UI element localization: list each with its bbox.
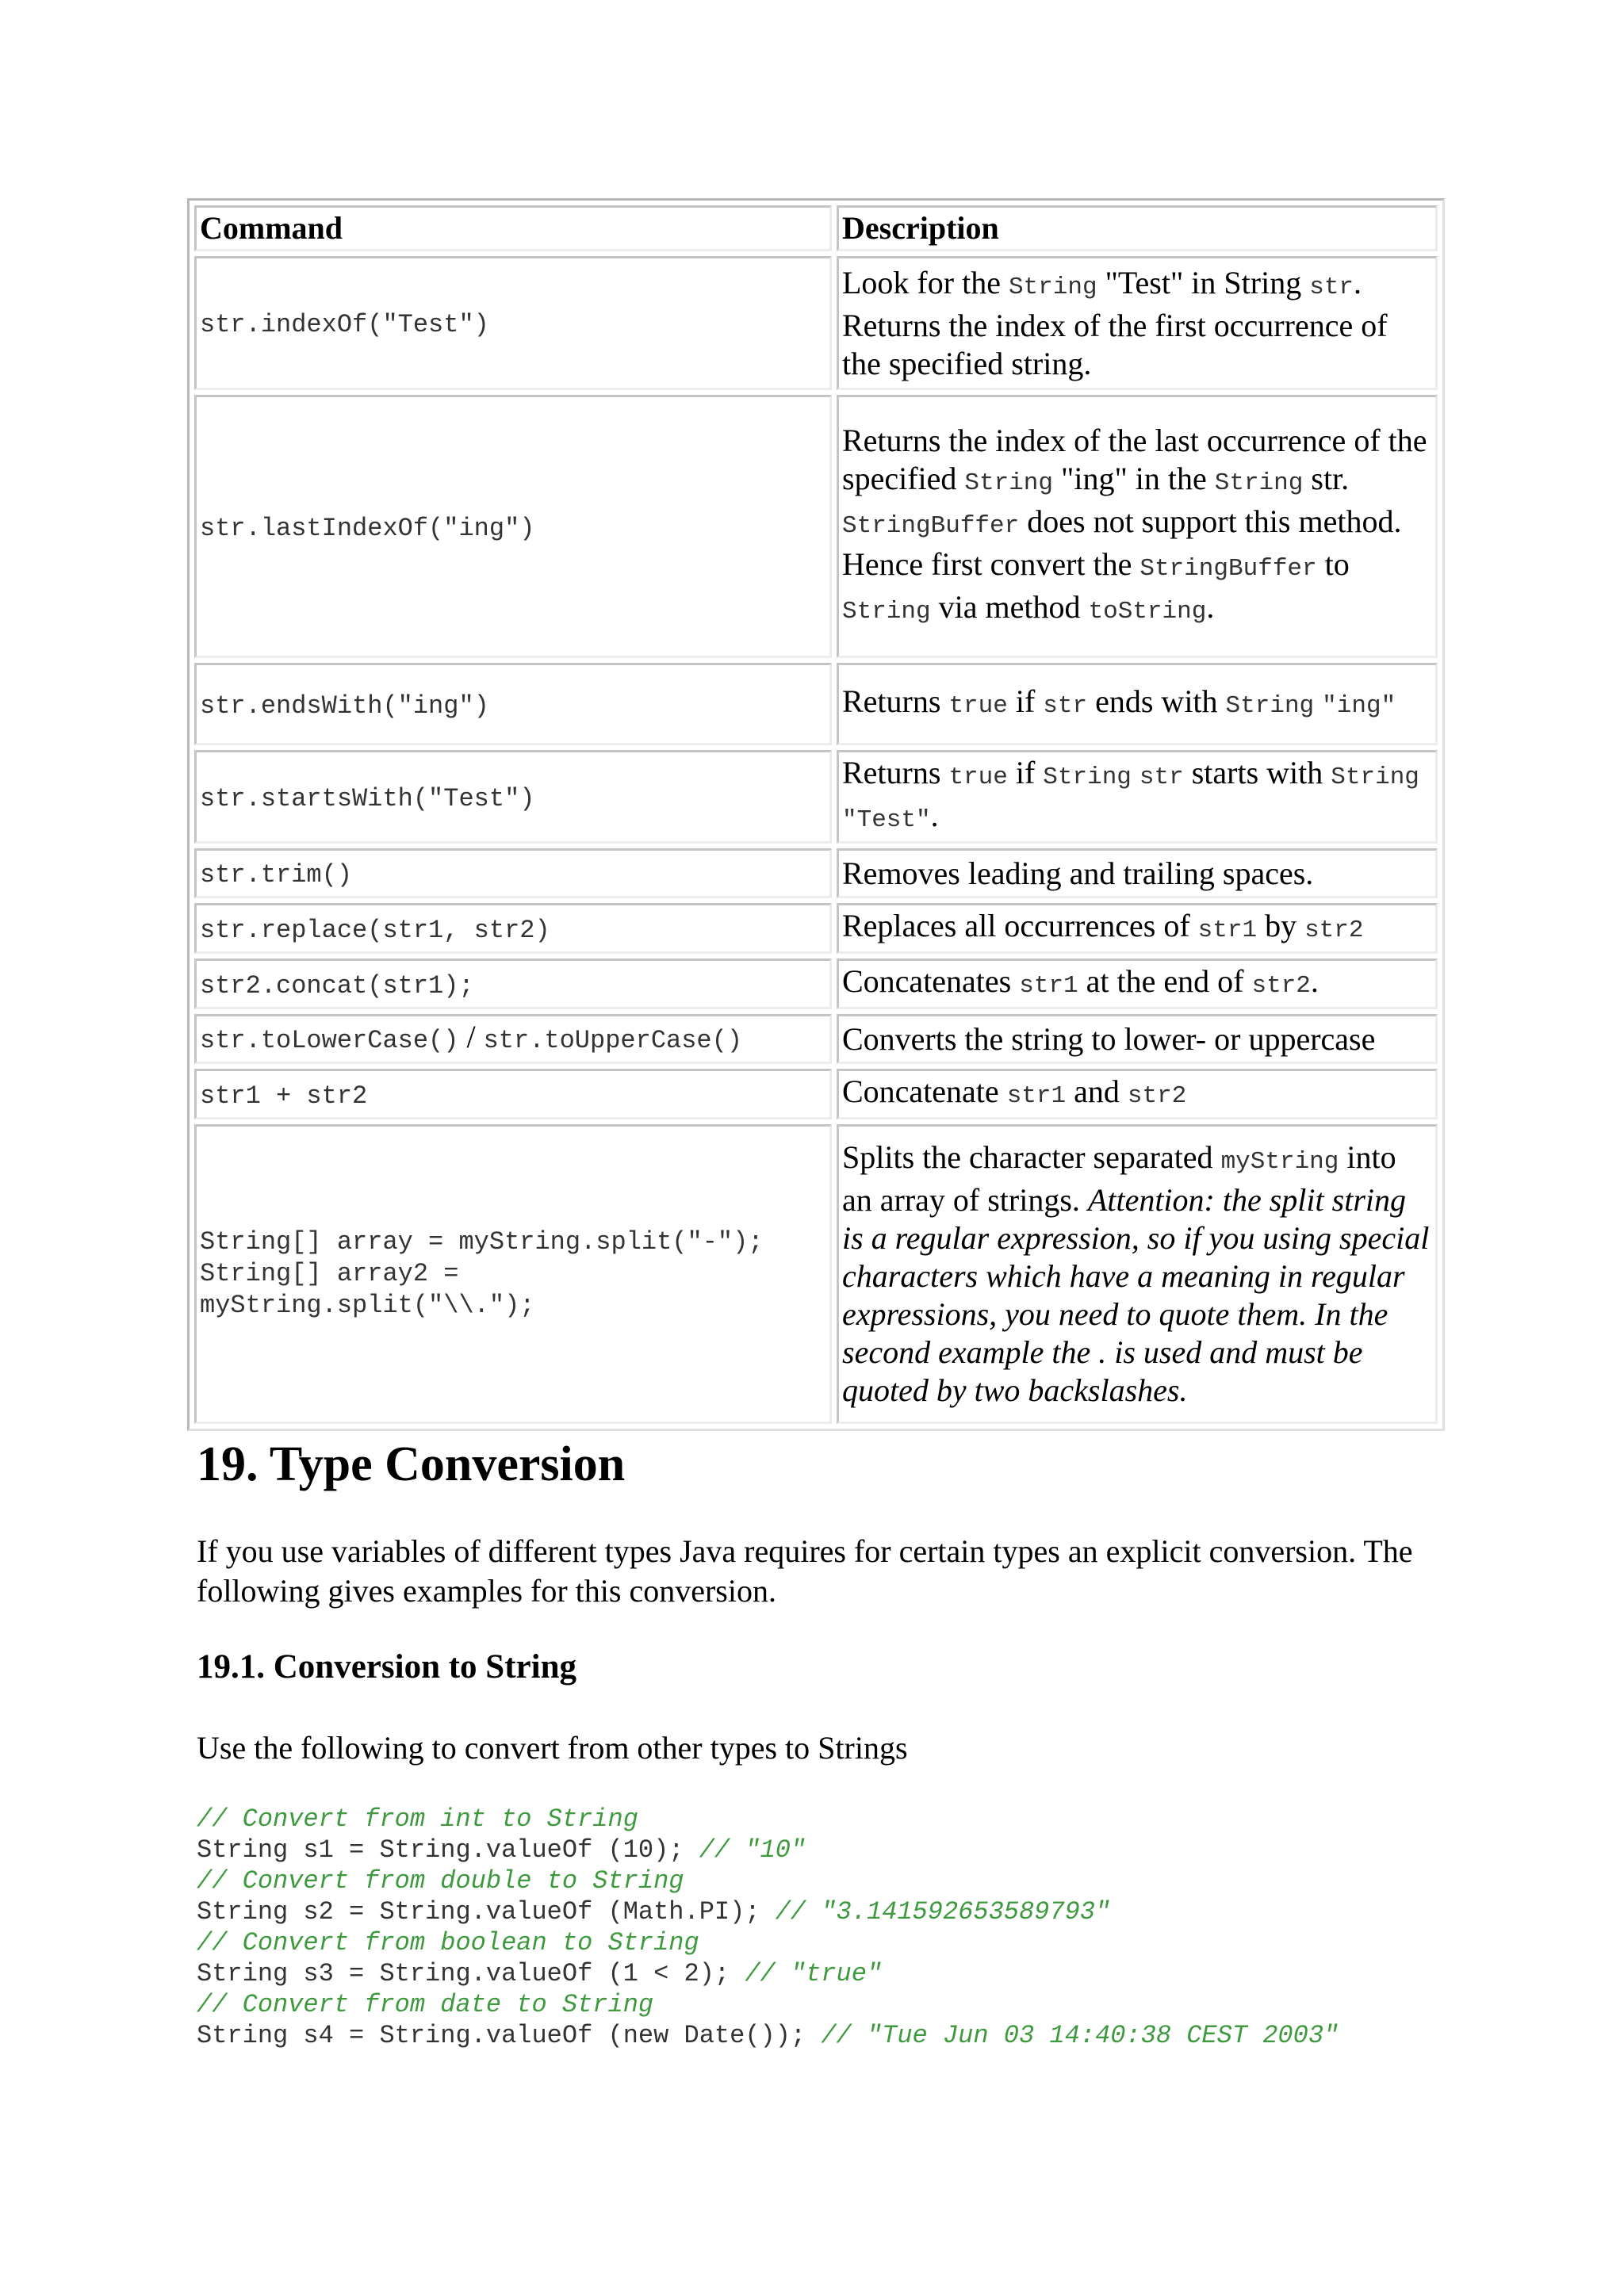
description-text: Returns the index of the last occurrence of the specified <box>842 423 1427 496</box>
table-row <box>194 1014 1438 1064</box>
command-text: String[] array = myString.split("-"); String[] array2 = myString.split("\\."); <box>200 1227 764 1320</box>
description-text: "Test" in String <box>1097 264 1310 300</box>
command-text: str1 + str2 <box>200 1081 368 1111</box>
command-text: str.indexOf("Test") <box>200 310 489 339</box>
subsection-intro: Use the following to convert from other types to Strings <box>197 1730 908 1766</box>
table-row <box>194 959 1438 1009</box>
section-title: 19. Type Conversion <box>197 1437 626 1491</box>
table-header-row <box>194 205 1438 251</box>
description-code: true <box>948 692 1008 720</box>
code-line <box>197 1928 699 1957</box>
code-comment: // Convert from double to String <box>197 1866 684 1896</box>
command-text: str2.concat(str1); <box>200 970 474 1001</box>
description-text: at the end of <box>1078 963 1252 999</box>
code-statement: String s2 = String.valueOf (Math.PI); <box>197 1897 776 1927</box>
description-text: Splits the character separated <box>842 1139 1221 1175</box>
table-row <box>194 1069 1438 1119</box>
description-code: String <box>1043 763 1132 791</box>
command-cell <box>194 663 832 745</box>
command-text: str.replace(str1, str2) <box>200 915 550 945</box>
description-code: str1 <box>1197 916 1258 944</box>
header-description: Description <box>837 205 1438 251</box>
description-text: "ing" in the <box>1053 461 1215 496</box>
code-statement: String s4 = String.valueOf (new Date()); <box>197 2021 822 2050</box>
code-statement: String s3 = String.valueOf (1 < 2); <box>197 1959 745 1988</box>
description-text: . <box>1206 589 1215 625</box>
description-text <box>1132 755 1139 790</box>
description-cell <box>837 1069 1438 1119</box>
code-comment: // "10" <box>699 1835 806 1865</box>
command-text: str.lastIndexOf("ing") <box>200 513 535 543</box>
description-text: Concatenate <box>842 1073 1007 1109</box>
command-cell <box>194 1014 832 1064</box>
description-cell <box>837 1124 1438 1424</box>
code-comment: // "true" <box>745 1959 883 1988</box>
command-text: str.trim() <box>200 860 353 890</box>
code-line <box>197 1804 638 1834</box>
string-commands-table-wrapper <box>187 198 1440 1431</box>
command-cell <box>194 903 832 954</box>
description-code: String <box>1331 763 1419 791</box>
code-statement: String s1 = String.valueOf (10); <box>197 1835 699 1865</box>
description-text: into an array of strings. <box>842 1139 1396 1218</box>
table-row <box>194 848 1438 898</box>
code-comment: // Convert from boolean to String <box>197 1928 699 1957</box>
description-code: String <box>1214 469 1304 497</box>
table-row <box>194 750 1438 844</box>
description-cell <box>837 395 1438 658</box>
description-code: true <box>948 763 1008 791</box>
description-text: by <box>1257 908 1305 943</box>
description-cell <box>837 903 1438 954</box>
subsection-title: 19.1. Conversion to String <box>197 1648 576 1686</box>
code-example <box>197 1804 1339 2051</box>
description-code: myString <box>1220 1148 1339 1176</box>
code-line <box>197 1835 806 1865</box>
command-cell <box>194 959 832 1009</box>
description-code: str <box>1139 763 1184 791</box>
description-text: Returns <box>842 755 949 790</box>
table-row <box>194 1124 1438 1424</box>
table-row <box>194 663 1438 745</box>
table-row <box>194 395 1438 658</box>
description-text: Returns <box>842 683 949 719</box>
description-text: if <box>1007 755 1044 790</box>
description-code: str <box>1043 692 1088 720</box>
description-text: . Returns the index of the first occurrence of the specified string. <box>842 264 1388 381</box>
string-commands-table <box>187 198 1445 1431</box>
description-code: str2 <box>1251 972 1311 1000</box>
description-italic: Attention: the split string is a regular expression, so if you using special characters which have a meaning in regular expressions, you need to quote them. In the second example the . is used and must be quoted by two backslashes. <box>842 1182 1430 1408</box>
description-text: starts with <box>1183 755 1331 790</box>
description-code: "ing" <box>1322 692 1396 720</box>
description-code: "Test" <box>842 806 931 834</box>
description-text: Look for the <box>842 264 1009 300</box>
description-code: StringBuffer <box>842 512 1020 540</box>
description-text: does not support this method. Hence first convert the <box>842 503 1402 582</box>
description-cell <box>837 750 1438 844</box>
table-row <box>194 256 1438 390</box>
command-separator: / <box>458 1019 484 1054</box>
command-text: str.toLowerCase() <box>200 1026 459 1055</box>
command-cell <box>194 848 832 898</box>
description-text: and <box>1066 1073 1128 1109</box>
header-command: Command <box>194 205 832 251</box>
description-text: . <box>930 798 939 833</box>
description-code: str <box>1309 273 1354 301</box>
description-code: str1 <box>1019 972 1078 1000</box>
description-text: . <box>1310 963 1319 999</box>
command-cell <box>194 1124 832 1424</box>
description-code: String <box>842 598 931 626</box>
command-cell <box>194 1069 832 1119</box>
description-code: String <box>1008 273 1097 301</box>
command-cell <box>194 750 832 844</box>
description-cell <box>837 1014 1438 1064</box>
description-code: str2 <box>1127 1082 1187 1110</box>
description-text: Converts the string to lower- or uppercase <box>842 1020 1376 1057</box>
code-line <box>197 2021 1339 2050</box>
code-line <box>197 1990 653 2019</box>
code-line <box>197 1866 684 1896</box>
description-text: to <box>1316 546 1350 582</box>
description-text: if <box>1007 683 1044 719</box>
code-comment: // Convert from date to String <box>197 1990 654 2019</box>
description-code: str1 <box>1006 1082 1067 1110</box>
description-cell <box>837 959 1438 1009</box>
description-code: String <box>1225 692 1315 720</box>
description-cell <box>837 663 1438 745</box>
table-row <box>194 903 1438 954</box>
command-cell <box>194 395 832 658</box>
code-line <box>197 1897 1110 1927</box>
command-text: str.endsWith("ing") <box>200 691 489 721</box>
description-cell <box>837 256 1438 390</box>
section-intro: If you use variables of different types Java requires for certain types an explicit conversion. The following gives examples for this conversion. <box>197 1533 1413 1609</box>
code-comment: // Convert from int to String <box>197 1804 638 1834</box>
description-text: ends with <box>1087 683 1226 719</box>
description-text: Removes leading and trailing spaces. <box>842 855 1314 891</box>
description-code: str2 <box>1304 916 1364 944</box>
description-code: String <box>964 469 1053 497</box>
description-text <box>1314 683 1322 719</box>
code-comment: // "3.141592653589793" <box>775 1897 1111 1927</box>
description-text: Concatenates <box>842 963 1020 999</box>
description-code: StringBuffer <box>1139 555 1317 583</box>
description-text: Replaces all occurrences of <box>842 908 1198 943</box>
description-text: str. <box>1303 461 1350 496</box>
description-code: toString <box>1088 598 1207 626</box>
description-cell <box>837 848 1438 898</box>
code-line <box>197 1959 882 1988</box>
command-text: str.toUpperCase() <box>483 1026 743 1055</box>
description-text: via method <box>930 589 1089 625</box>
command-cell <box>194 256 832 390</box>
command-text: str.startsWith("Test") <box>200 783 535 813</box>
code-comment: // "Tue Jun 03 14:40:38 CEST 2003" <box>821 2021 1339 2050</box>
